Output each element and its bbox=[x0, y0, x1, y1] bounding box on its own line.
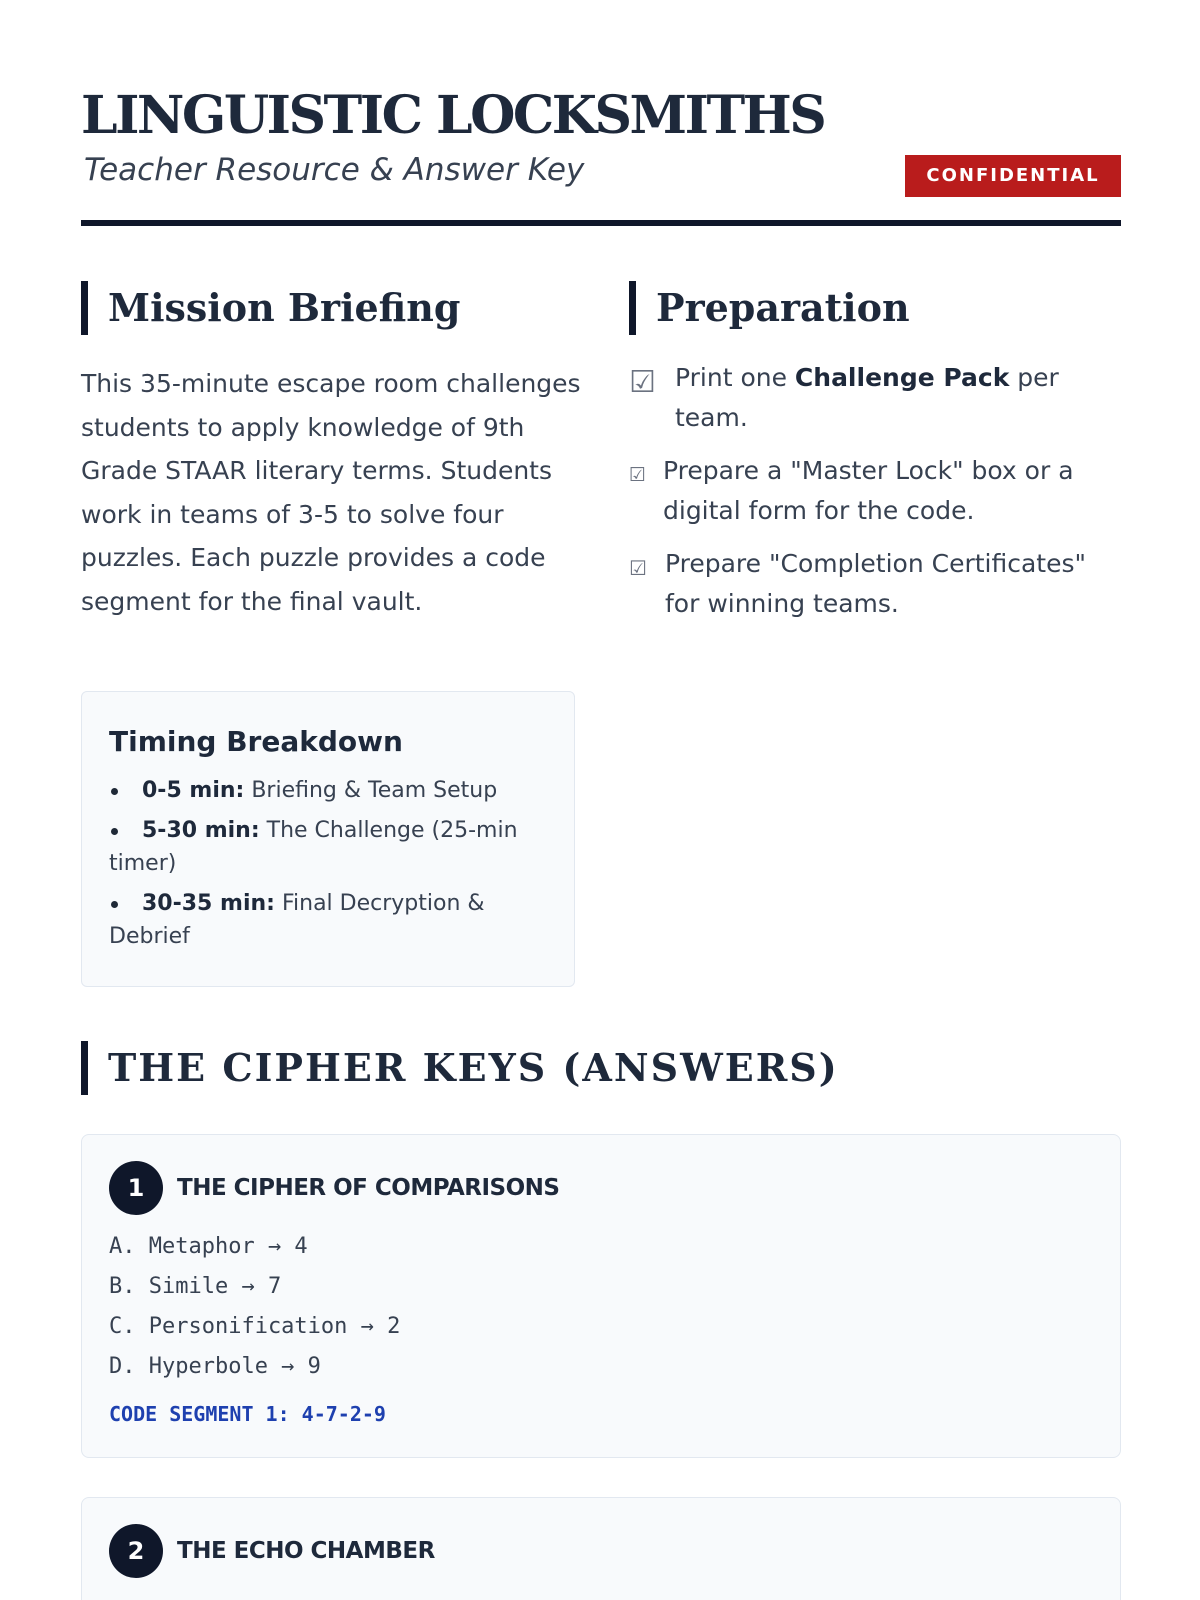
cipher-card-1 bbox=[81, 1134, 1121, 1458]
checkbox-icon: ☑ bbox=[629, 365, 656, 400]
timing-desc: The Challenge (25-min timer) bbox=[109, 818, 518, 876]
preparation-list bbox=[629, 358, 1121, 637]
card-title: THE ECHO CHAMBER bbox=[177, 1538, 435, 1564]
header-divider bbox=[81, 220, 1121, 226]
checkbox-icon: ☑ bbox=[629, 464, 647, 486]
checklist-text: Prepare a "Master Lock" box or a digital form for the code. bbox=[663, 456, 1074, 525]
timing-item bbox=[109, 814, 547, 880]
step-number-badge: 2 bbox=[109, 1524, 163, 1578]
card-title: THE CIPHER OF COMPARISONS bbox=[177, 1175, 560, 1201]
card-header bbox=[109, 1161, 1093, 1215]
checklist-text: Prepare "Completion Certificates" for winning teams. bbox=[665, 549, 1087, 618]
answer-line: B. Simile → 7 bbox=[109, 1274, 282, 1299]
page-subtitle: Teacher Resource & Answer Key bbox=[84, 152, 585, 188]
checklist-item bbox=[629, 451, 1121, 531]
answer-line: C. Personification → 2 bbox=[109, 1314, 401, 1339]
timing-item bbox=[109, 887, 547, 953]
timing-title: Timing Breakdown bbox=[109, 725, 403, 758]
bullet-icon bbox=[109, 887, 142, 920]
timing-time: 0-5 min: bbox=[142, 778, 245, 803]
preparation-heading: Preparation bbox=[629, 281, 910, 335]
timing-box bbox=[81, 691, 575, 987]
card-header bbox=[109, 1524, 1093, 1578]
cipher-keys-heading: THE CIPHER KEYS (ANSWERS) bbox=[81, 1041, 839, 1095]
mission-heading: Mission Briefing bbox=[81, 281, 461, 335]
timing-time: 30-35 min: bbox=[142, 891, 275, 916]
page-title: LINGUISTIC LOCKSMITHS bbox=[81, 85, 825, 146]
checklist-item bbox=[629, 358, 1121, 438]
checklist-text: per team. bbox=[675, 363, 1059, 432]
confidential-badge: CONFIDENTIAL bbox=[905, 155, 1121, 197]
timing-time: 5-30 min: bbox=[142, 818, 260, 843]
cipher-card-2 bbox=[81, 1497, 1121, 1600]
answer-line: D. Hyperbole → 9 bbox=[109, 1354, 321, 1379]
checkbox-icon: ☑ bbox=[629, 556, 647, 580]
checklist-text: Print one bbox=[675, 363, 795, 392]
code-segment: CODE SEGMENT 1: 4-7-2-9 bbox=[109, 1402, 386, 1426]
bullet-icon bbox=[109, 814, 142, 847]
timing-desc: Final Decryption & Debrief bbox=[109, 891, 485, 949]
mission-body: This 35-minute escape room challenges students to apply knowledge of 9th Grade STAAR literary terms. Students work in teams of 3-5 to solve four puzzles. Each puzzle provides a code segment for the final vault. bbox=[81, 369, 581, 616]
timing-item bbox=[109, 774, 547, 807]
answer-key-page bbox=[81, 0, 1121, 1600]
bullet-icon bbox=[109, 774, 142, 807]
checklist-bold: Challenge Pack bbox=[794, 363, 1010, 392]
step-number-badge: 1 bbox=[109, 1161, 163, 1215]
timing-desc: Briefing & Team Setup bbox=[251, 778, 498, 803]
answer-line: A. Metaphor → 4 bbox=[109, 1234, 308, 1259]
checklist-item bbox=[629, 544, 1121, 624]
